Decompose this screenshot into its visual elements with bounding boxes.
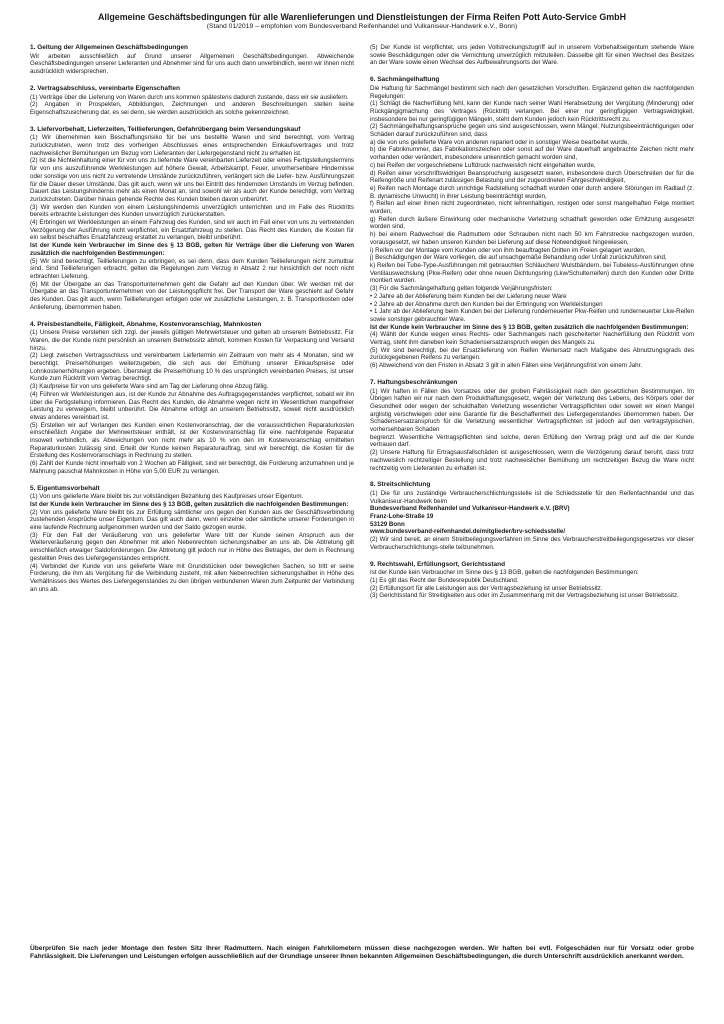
section-paragraph: a) die von uns gelieferte Ware von anderen repariert oder in sonstiger Weise bearbeitet wurde, bbox=[370, 138, 629, 146]
section-paragraph: • 2 Jahre ab der Abnahme durch den Kunden bei der Erbringung von Werkleistungen bbox=[370, 300, 603, 308]
section-paragraph: (2) Liegt zwischen Vertragsschluss und vereinbartem Liefertermin ein Zeitraum von mehr als 4 Monaten, sind wir berechtigt, Preiserhöhungen weiterzugeben, die sich aus der Erhöhung unserer Einkaufspreise oder Lohnkostenerhöhungen ergeben. Übersteigt die Preiserhöhung 10 % des ursprünglich vereinbarten Preises, ist unser Kunde zum Rücktritt vom Vertrag berechtigt. bbox=[30, 352, 354, 383]
section-heading: 6. Sachmängelhaftung bbox=[370, 76, 440, 84]
section-paragraph: (3) Kaufpreise für von uns gelieferte Ware sind am Tag der Lieferung ohne Abzug fällig. bbox=[30, 383, 269, 391]
section-paragraph: (2) Angaben in Prospekten, Abbildungen, Zeichnungen und anderen Beschreibungen stellen keine Eigenschaftszusicherung dar, es sei denn, sie werden ausdrücklich als solche gekennzeichnet. bbox=[30, 101, 354, 116]
section-paragraph: • 1 Jahr ab der Ablieferung beim Kunden bei der Lieferung runderneuerter Pkw-Reifen und runderneuerter Lkw-Reifen sowie sonstiger gebrauchter Ware. bbox=[370, 308, 694, 323]
section-paragraph: (6) Abweichend von den Fristen in Absatz 3 gilt in allen Fällen eine Verjährungsfrist von einem Jahr. bbox=[370, 362, 643, 370]
section-paragraph: c) bei Reifen der vorgeschriebene Luftdruck nachweislich nicht eingehalten wurde, bbox=[370, 161, 596, 169]
section-heading: 8. Streitschlichtung bbox=[370, 481, 431, 489]
section-paragraph: (2) Wir sind bereit, an einem Streitbeilegungsverfahren im Sinne des Verbraucherstreitbeilegungsgesetzes vor dieser Verbraucherschlichtungs-stelle teilzunehmen. bbox=[370, 536, 694, 551]
section-paragraph: (1) Unsere Preise verstehen sich zzgl. der jeweils gültigen Mehrwertsteuer und gelten ab unserem Betriebssitz. Für Waren, die der Kunde nicht persönlich an unserem Betriebssitz abholt, kommen Kosten für Verpackung und Versand hinzu. bbox=[30, 329, 354, 352]
section-paragraph: begrenzt. Wesentliche Vertragspflichten sind solche, deren Erfüllung den Vertrag prägt und auf die der Kunde vertrauen darf. bbox=[370, 433, 694, 449]
terms-section bbox=[370, 44, 694, 67]
section-heading: 7. Haftungsbeschränkungen bbox=[370, 378, 458, 386]
section-paragraph-emphasis: Bundesverband Reifenhandel und Vulkaniseur-Handwerk e.V. (BRV) bbox=[370, 505, 570, 513]
section-paragraph: (2) Sachmängelhaftungsansprüche gegen uns sind ausgeschlossen, wenn Mängel, Nutzungsbeeinträchtigungen oder Schäden darauf zurückzuführen sind, dass bbox=[370, 123, 694, 139]
section-paragraph: (2) Ist die Nichteinhaltung einer für von uns zu liefernde Ware vereinbarten Lieferzeit oder eines Fertigstellungstermins für von uns auszuführende Werkleistungen auf höhere Gewalt, Arbeitskampf, Feuer, unvorhersehbare Hindernisse oder sonstige von uns nicht zu vertretende Umstände zurückzuführen, verlängert sich die Liefer- bzw. Ausführungszeit für die Dauer dieser Umstände. Das gilt auch, wenn wir uns bei Eintritt des hindernden Umstands im Verzug befinden. Dauert das Leistungshindernis mehr als einen Monat an, sind sowohl wir als auch der Kunde berechtigt, vom Vertrag zurückzutreten. Darüber hinaus gehende Rechte des Kunden bleiben davon unberührt. bbox=[30, 157, 354, 203]
terms-column-left bbox=[30, 44, 354, 938]
section-paragraph: (3) Wir werden den Kunden von einem Leistungshindernis unverzüglich unterrichten und im Falle des Rücktritts bereits erbrachte Leistungen des Kunden unverzüglich zurückerstatten. bbox=[30, 203, 354, 219]
section-paragraph: (2) Von uns gelieferte Ware bleibt bis zur Erfüllung sämtlicher uns gegen den Kunden aus der Geschäftsverbindung zustehenden Ansprüche unser Eigentum. Das gilt auch dann, wenn einzelne oder sämtliche unserer Forderungen in eine laufende Rechnung aufgenommen wurden und der Saldo gezogen wurde. bbox=[30, 508, 354, 532]
section-paragraph: Wir arbeiten ausschließlich auf Grund unserer Allgemeinen Geschäftsbedingungen. Abweichende Geschäftsbedingungen unserer Lieferanten und Abnehmer sind für uns auch dann unverbindlich, wenn wir ihnen nicht ausdrücklich widersprechen. bbox=[30, 52, 354, 76]
section-paragraph: (5) Wir sind berechtigt, bei der Ersatzlieferung von Reifen Wertersatz nach Maßgabe des Abnutzungsgrads des zurückgegebenen Reifens zu verlangen. bbox=[370, 346, 694, 362]
terms-section bbox=[370, 76, 694, 370]
section-paragraph-emphasis: www.bundesverband-reifenhandel.de/mitglieder/brv-schiedsstelle/ bbox=[370, 528, 566, 536]
section-paragraph: g) Reifen durch äußere Einwirkung oder mechanische Verletzung schadhaft geworden oder Erhitzung ausgesetzt worden sind, bbox=[370, 215, 694, 231]
section-paragraph: (4) Führen wir Werkleistungen aus, ist der Kunde zur Abnahme des Auftragsgegenstandes verpflichtet, sobald wir ihn über die Fertigstellung informieren. Das Recht des Kunden, die Abnahme wegen nicht im Wesentlichen mangelfreier Leistung zu verweigern, bleibt unberührt. Die Abnahme erfolgt an unserem Betriebssitz, soweit nicht ausdrücklich etwas anderes vereinbart ist. bbox=[30, 390, 354, 421]
terms-section bbox=[30, 126, 354, 312]
section-paragraph: (4) Erbringen wir Werkleistungen an einem Fahrzeug des Kunden, sind wir auch im Fall einer von uns zu vertretenden Verzögerung der Ausführung nicht verpflichtet, ein Ersatzfahrzeug zu stellen. Das Recht des Kunden, die Kosten für ein selbst beschafftes Ersatzfahrzeug erstattet zu verlangen, bleibt unberührt. bbox=[30, 219, 354, 242]
section-heading: 5. Eigentumsvorbehalt bbox=[30, 484, 100, 492]
section-paragraph: (4) Wählt der Kunde wegen eines Rechts- oder Sachmangels nach gescheiterter Nacherfüllung den Rücktritt vom Vertrag, steht ihm daneben kein Schadensersatzanspruch wegen des Mangels zu. bbox=[370, 331, 694, 347]
section-paragraph: Ist der Kunde kein Verbraucher im Sinne des § 13 BGB, gelten die nachfolgenden Bestimmungen: bbox=[370, 569, 639, 577]
terms-section bbox=[370, 561, 694, 601]
terms-section bbox=[370, 379, 694, 472]
section-paragraph-emphasis: Ist der Kunde kein Verbraucher im Sinne des § 13 BGB, gelten zusätzlich die nachfolgenden Bestimmungen: bbox=[30, 500, 349, 508]
terms-section bbox=[30, 44, 354, 76]
section-paragraph: k) Reifen bei Tube-Type-Ausführungen mit gebrauchten Schläuchen/ Wulstbändern, bei Tubeless-Ausführungen ohne Ventilauswechslung (Pkw-Reifen) oder ohne neuen Dichtungsring (Lkw/Schulterreifen) durch den Kunden oder Dritte montiert wurden. bbox=[370, 261, 694, 285]
section-paragraph: (2) Unsere Haftung für Ertragsausfallschäden ist ausgeschlossen, wenn die Verzögerung darauf beruht, dass trotz nachweislich rechtzeitiger Bestellung und trotz nachweislicher Bemühung um rechtzeitigen Bezug die Ware nicht rechtzeitig vom Lieferanten zu erhalten ist. bbox=[370, 449, 694, 472]
terms-section bbox=[370, 481, 694, 551]
terms-columns bbox=[30, 44, 694, 938]
section-paragraph: i) Reifen vor der Montage vom Kunden oder von ihm beauftragten Dritten im Freien gelagert wurden, bbox=[370, 246, 646, 254]
section-paragraph: (1) Schlägt die Nacherfüllung fehl, kann der Kunde nach seiner Wahl Herabsetzung der Vergütung (Minderung) oder Rückgängigmachung des Vertrages (Rücktritt) verlangen. Bei einer nur geringfügigen Vertragswidrigkeit, insbesondere bei nur geringfügigen Mängeln, steht dem Kunden jedoch kein Rücktrittsrecht zu. bbox=[370, 100, 694, 123]
section-paragraph-emphasis: 53129 Bonn bbox=[370, 520, 405, 528]
section-heading: 1. Geltung der Allgemeinen Geschäftsbedingungen bbox=[30, 44, 188, 51]
section-paragraph: (6) Mit der Übergabe an das Transportunternehmen geht die Gefahr auf den Kunden über. Wir werden mit der Übergabe an das Transportunternehmen von der Leistungspflicht frei. Der Transport der Ware geschieht auf Gefahr des Kunden. Das gilt auch, wenn Teillieferungen erfolgen oder wir zusätzliche Leistungen, z. B. Transportkosten oder Anlieferung, übernommen haben. bbox=[30, 280, 354, 311]
section-paragraph: (5) Der Kunde ist verpflichtet, uns jeden Vollstreckungszugriff auf in unserem Vorbehaltseigentum stehende Ware sowie Beschädigungen oder die Vernichtung unverzüglich mitzuteilen. Dasselbe gilt für einen Wechsel des Besitzes an der Ware sowie einen Wechsel des Aufbewahrungsorts der Ware. bbox=[370, 44, 694, 67]
section-paragraph: (5) Wir sind berechtigt, Teillieferungen zu erbringen, es sei denn, dass dem Kunden Teillieferungen nicht zumutbar sind. Sind Teillieferungen erbracht, gelten die Regelungen zum Verzug in Absatz 2 nur hinsichtlich der noch nicht erbrachten Lieferung. bbox=[30, 257, 354, 280]
section-paragraph: (3) Für den Fall der Veräußerung von uns gelieferter Ware tritt der Kunde seinen Anspruch aus der Weiterveräußerung gegen den Abnehmer mit allen Nebenrechten sicherungshalber an uns ab. Die Abtretung gilt einschließlich etwaiger Saldoforderungen. Die Abtretung gilt jedoch nur in Höhe des Betrages, der dem in Rechnung gestellten Preis des Liefergegenstandes entspricht. bbox=[30, 531, 354, 562]
section-paragraph: h) bei einem Radwechsel die Radmuttern oder Schrauben nicht nach 50 km Fahrstrecke nachgezogen wurden, vorausgesetzt, wir haben unseren Kunden bei Lieferung auf diese Notwendigkeit hingewiesen, bbox=[370, 231, 694, 246]
section-paragraph: • 2 Jahre ab der Ablieferung beim Kunden bei der Lieferung neuer Ware bbox=[370, 292, 567, 300]
document-subtitle: (Stand 01/2019 – empfohlen vom Bundesverband Reifenhandel und Vulkaniseur-Handwerk e.V., Bonn) bbox=[206, 23, 518, 30]
section-paragraph: (4) Verbindet der Kunde von uns gelieferte Ware mit Grundstücken oder beweglichen Sachen, so tritt er seine Forderung, die ihm als Vergütung für die Verbindung zusteht, mit allen Nebenrechten sicherungshalber in Höhe des Verhältnisses des Wertes des Liefergegenstandes zu den übrigen verbundenen Waren zum Zeitpunkt der Verbindung an uns ab. bbox=[30, 562, 354, 593]
section-paragraph: f) Reifen auf einer ihnen nicht zugeordneten, nicht lehrenhaltigen, rostigen oder sonst mangelhaften Felge montiert wurden, bbox=[370, 200, 694, 216]
section-paragraph: (1) Die für uns zuständige Verbraucherschlichtungsstelle ist die Schiedsstelle für den Reifenfachhandel und das Vulkaniseur-Handwerk beim bbox=[370, 489, 694, 505]
section-heading: 2. Vertragsabschluss, vereinbarte Eigenschaften bbox=[30, 84, 180, 92]
section-paragraph: b) die Fabriknummer, das Fabrikationszeichen oder sonst auf der Ware dauerhaft angebrachte Zeichen nicht mehr vorhanden oder verändert, insbesondere unkenntlich gemacht worden sind, bbox=[370, 146, 694, 162]
section-paragraph: d) Reifen einer vorschriftswidrigen Beanspruchung ausgesetzt waren, insbesondere durch Überschreiten der für die Reifengröße und Reifenart zulässigen Belastung und der zugeordneten Fahrgeschwindigkeit, bbox=[370, 169, 694, 185]
section-paragraph: (1) Es gilt das Recht der Bundesrepublik Deutschland. bbox=[370, 577, 519, 584]
terms-section bbox=[30, 85, 354, 117]
section-paragraph: e) Reifen nach Montage durch unrichtige Radstellung schadhaft wurden oder durch andere Störungen im Radlauf (z. B. dynamische Unwucht) in ihrer Leistung beeinträchtigt wurden, bbox=[370, 184, 694, 200]
section-heading: 4. Preisbestandteile, Fälligkeit, Abnahme, Kostenvoranschlag, Mahnkosten bbox=[30, 320, 262, 328]
section-paragraph: (1) Von uns gelieferte Ware bleibt bis zur vollständigen Bezahlung des Kaufpreises unser Eigentum. bbox=[30, 493, 304, 501]
section-paragraph: Die Haftung für Sachmängel bestimmt sich nach den gesetzlichen Vorschriften. Ergänzend gelten die nachfolgenden Regelungen: bbox=[370, 84, 694, 100]
section-paragraph: j) Beschädigungen der Ware vorliegen, die auf unsachgemäße Behandlung oder Unfall zurückzuführen sind, bbox=[370, 254, 667, 262]
footer-notice: Überprüfen Sie nach jeder Montage den festen Sitz Ihrer Radmuttern. Nach einigen Fahrkilometern müssen diese nachgezogen werden. Wir haften bei evtl. Folgeschäden nur für Vorsatz oder grobe Fahrlässigkeit. Die Lieferungen und Leistungen erfolgen ausschließlich auf der Grundlage unserer Ihnen bekannten Allgemeinen Geschäftsbedingungen, die durch Unterschrift ausdrücklich anerkannt werden. bbox=[30, 945, 694, 961]
document-title: Allgemeine Geschäftsbedingungen für alle Warenlieferungen und Dienstleistungen der Firma Reifen Pott Auto-Service GmbH bbox=[98, 12, 626, 22]
section-paragraph: (2) Erfüllungsort für alle Leistungen aus der Vertragsbeziehung ist unser Betriebssitz. bbox=[370, 584, 603, 592]
terms-section bbox=[30, 485, 354, 594]
section-paragraph: (1) Wir übernehmen kein Beschaffungsrisiko für bei uns bestellte Waren und sind berechtigt, vom Vertrag zurückzutreten, wenn trotz des vorherigen Abschlusses eines entsprechenden Einkaufsvertrages und trotz nachweislicher Bemühungen um Bezug vom Lieferanten der Liefergegenstand nicht zu erhalten ist. bbox=[30, 134, 354, 157]
section-paragraph: (3) Für die Sachmängelhaftung gelten folgende Verjährungsfristen: bbox=[370, 285, 553, 293]
section-paragraph-emphasis: Ist der Kunde kein Verbraucher im Sinne des § 13 BGB, gelten für Verträge über die Lieferung von Waren zusätzlich die nachfolgenden Bestimmungen: bbox=[30, 242, 354, 257]
section-heading: 9. Rechtswahl, Erfüllungsort, Gerichtsstand bbox=[370, 560, 506, 568]
section-paragraph: (6) Zahlt der Kunde nicht innerhalb von 2 Wochen ab Fälligkeit, sind wir berechtigt, die Forderung anzumahnen und je Mahnung pauschal Mahnkosten in Höhe von 5,00 EUR zu verlangen. bbox=[30, 460, 354, 475]
section-paragraph-emphasis: Ist der Kunde kein Verbraucher im Sinne des § 13 BGB, gelten zusätzlich die nachfolgenden Bestimmungen: bbox=[370, 323, 689, 331]
section-paragraph: (3) Gerichtsstand für Streitigkeiten aus oder im Zusammenhang mit der Vertragsbeziehung ist unser Betriebssitz. bbox=[370, 592, 679, 600]
section-heading: 3. Liefervorbehalt, Lieferzeiten, Teillieferungen, Gefahrübergang beim Versendungskauf bbox=[30, 125, 301, 133]
section-paragraph-emphasis: Franz-Lohe-Straße 19 bbox=[370, 513, 434, 521]
section-paragraph: (1) Wir haften in Fällen des Vorsatzes oder der groben Fahrlässigkeit nach den gesetzlichen Bestimmungen. Im Übrigen haften wir nur nach dem Produkthaftungsgesetz, wegen der Verletzung des Lebens, des Körpers oder der Gesundheit oder wegen der schuldhaften Verletzung wesentlicher Vertragspflichten oder soweit wir einen Mangel arglistig verschwiegen oder eine Garantie für die Beschaffenheit des Liefergegenstandes übernommen haben. Der Schadensersatzanspruch für die Verletzung wesentlicher Vertragspflichten ist jedoch auf den vertragstypischen, vorhersehbaren Schaden bbox=[370, 387, 694, 434]
terms-section bbox=[30, 321, 354, 476]
terms-column-right bbox=[370, 44, 694, 938]
section-paragraph: (5) Erstellen wir auf Verlangen des Kunden einen Kostenvoranschlag, der die voraussichtlichen Reparaturkosten einschließlich Angabe der Mehrwertsteuer enthält, ist der Kostenvoranschlag für eine nachfolgende Reparatur insoweit verbindlich, als Abweichungen von nicht mehr als 10 % von den im Kostenvoranschlag ermittelten Reparaturkosten zulässig sind. Erteilt der Kunde keinen Reparaturauftrag, sind wir berechtigt, die Kosten für die Erstellung des Kostenvoranschlags in Rechnung zu stellen. bbox=[30, 421, 354, 460]
section-paragraph: (1) Verträge über die Lieferung von Waren durch uns kommen spätestens dadurch zustande, dass wir sie ausliefern. bbox=[30, 93, 349, 101]
